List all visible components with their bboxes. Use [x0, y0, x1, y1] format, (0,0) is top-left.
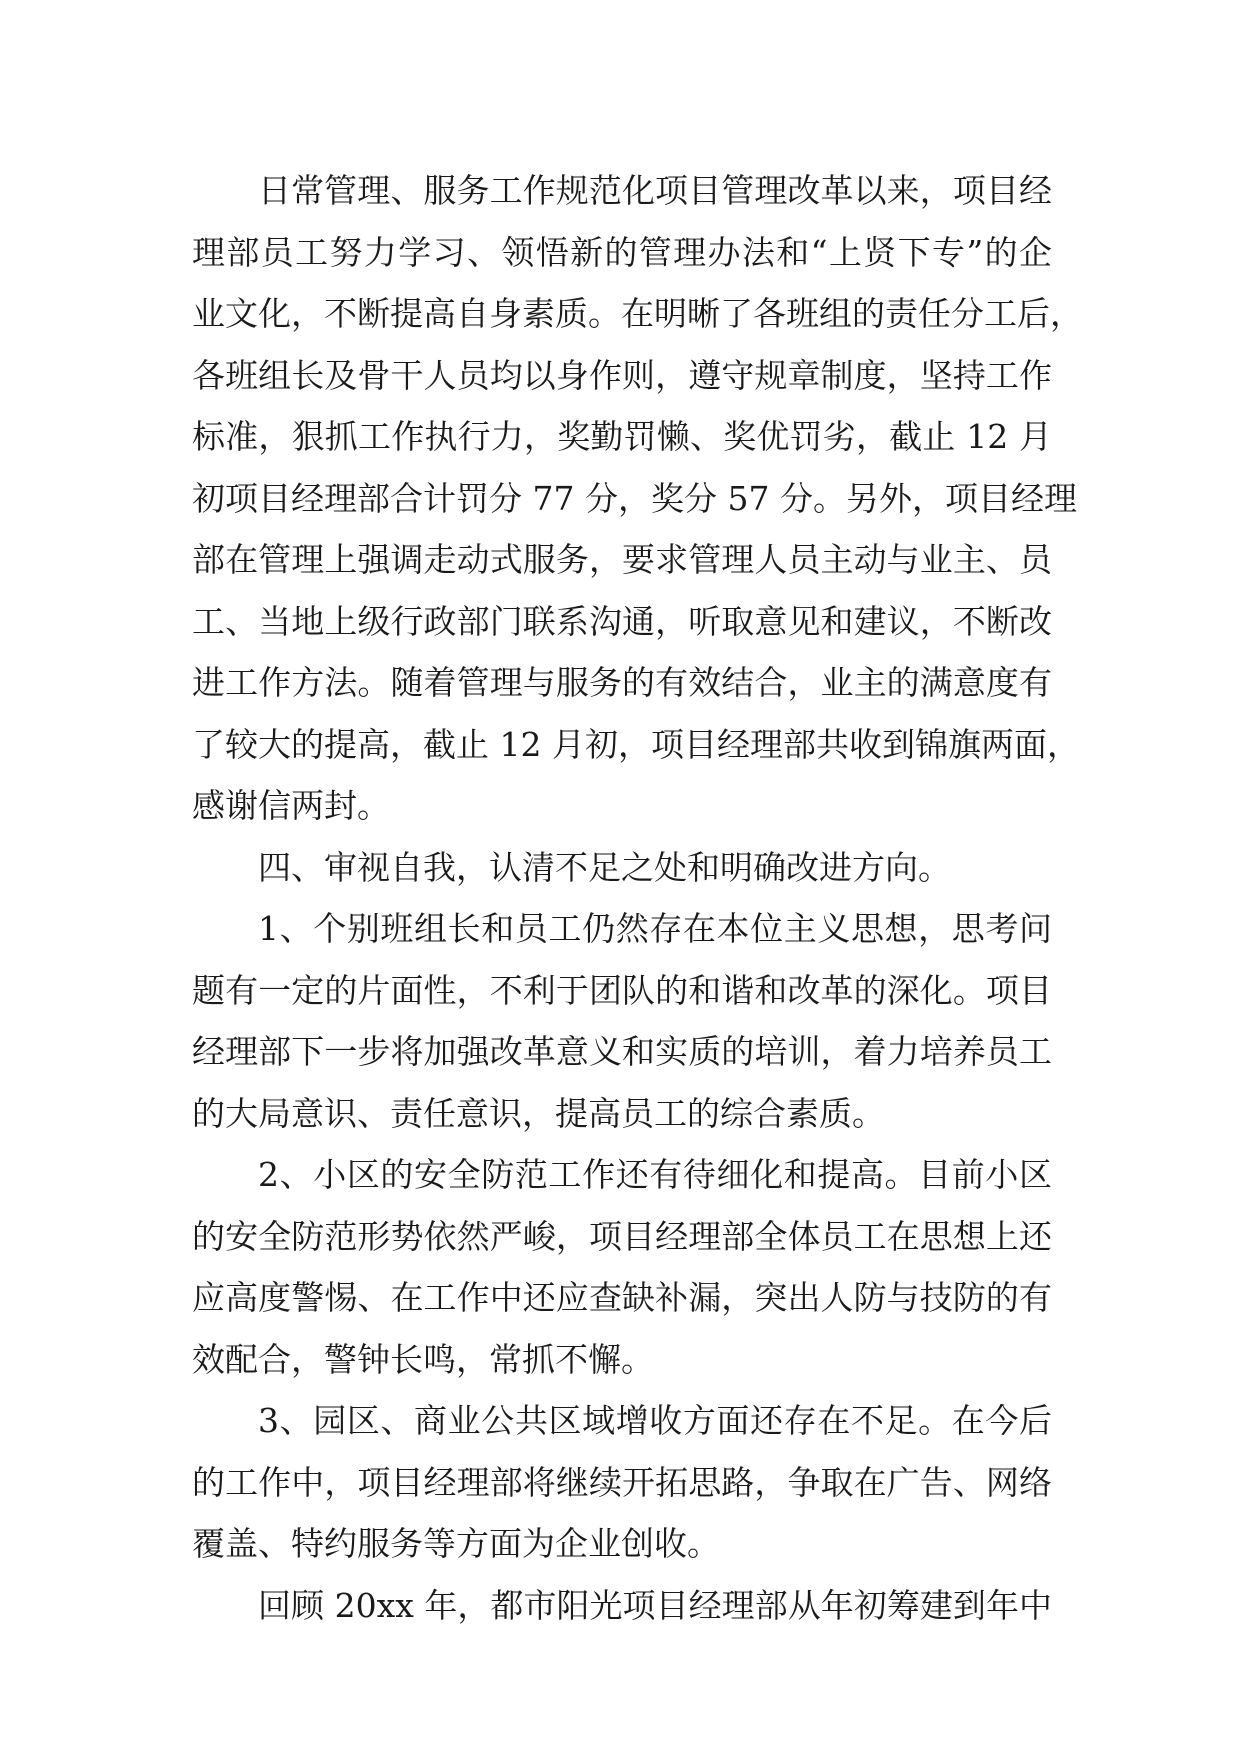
text-line: 回顾 20xx 年，都市阳光项目经理部从年初筹建到年中	[258, 1585, 1052, 1625]
text-line: 2、小区的安全防范工作还有待细化和提高。目前小区	[258, 1155, 1052, 1194]
text-line: 初项目经理部合计罚分 77 分，奖分 57 分。另外，项目经理	[192, 478, 1077, 518]
text-line: 3、园区、商业公共区域增收方面还存在不足。在今后	[258, 1401, 1052, 1440]
text-line: 应高度警惕、在工作中还应查缺补漏，突出人防与技防的有	[192, 1278, 1052, 1317]
document-body	[192, 160, 1083, 1636]
text-line: 经理部下一步将加强改革意义和实质的培训，着力培养员工	[192, 1032, 1052, 1071]
text-line: 效配合，警钟长鸣，常抓不懈。	[192, 1339, 654, 1379]
text-line: 覆盖、特约服务等方面为企业创收。	[192, 1524, 720, 1563]
text-line: 标准，狠抓工作执行力，奖勤罚懒、奖优罚劣，截止 12 月	[192, 417, 1052, 456]
text-line: 工、当地上级行政部门联系沟通，听取意见和建议，不断改	[192, 601, 1052, 641]
text-line: 的安全防范形势依然严峻，项目经理部全体员工在思想上还	[192, 1216, 1052, 1256]
text-line: 了较大的提高，截止 12 月初，项目经理部共收到锦旗两面，	[192, 724, 1080, 764]
text-line: 进工作方法。随着管理与服务的有效结合，业主的满意度有	[192, 663, 1052, 702]
text-line: 理部员工努力学习、领悟新的管理办法和“上贤下专”的企	[192, 232, 1052, 272]
text-line: 的工作中，项目经理部将继续开拓思路，争取在广告、网络	[192, 1462, 1052, 1502]
text-line: 题有一定的片面性，不利于团队的和谐和改革的深化。项目	[192, 970, 1052, 1010]
text-line: 的大局意识、责任意识，提高员工的综合素质。	[192, 1093, 885, 1133]
text-line: 1、个别班组长和员工仍然存在本位主义思想，思考问	[258, 909, 1052, 948]
text-line: 日常管理、服务工作规范化项目管理改革以来，项目经	[258, 171, 1052, 210]
text-line: 各班组长及骨干人员均以身作则，遵守规章制度，坚持工作	[192, 355, 1052, 395]
text-line: 部在管理上强调走动式服务，要求管理人员主动与业主、员	[192, 540, 1052, 579]
section-heading: 四、审视自我，认清不足之处和明确改进方向。	[258, 847, 951, 887]
text-line: 业文化，不断提高自身素质。在明晰了各班组的责任分工后，	[192, 294, 1083, 333]
text-line: 感谢信两封。	[192, 786, 390, 825]
